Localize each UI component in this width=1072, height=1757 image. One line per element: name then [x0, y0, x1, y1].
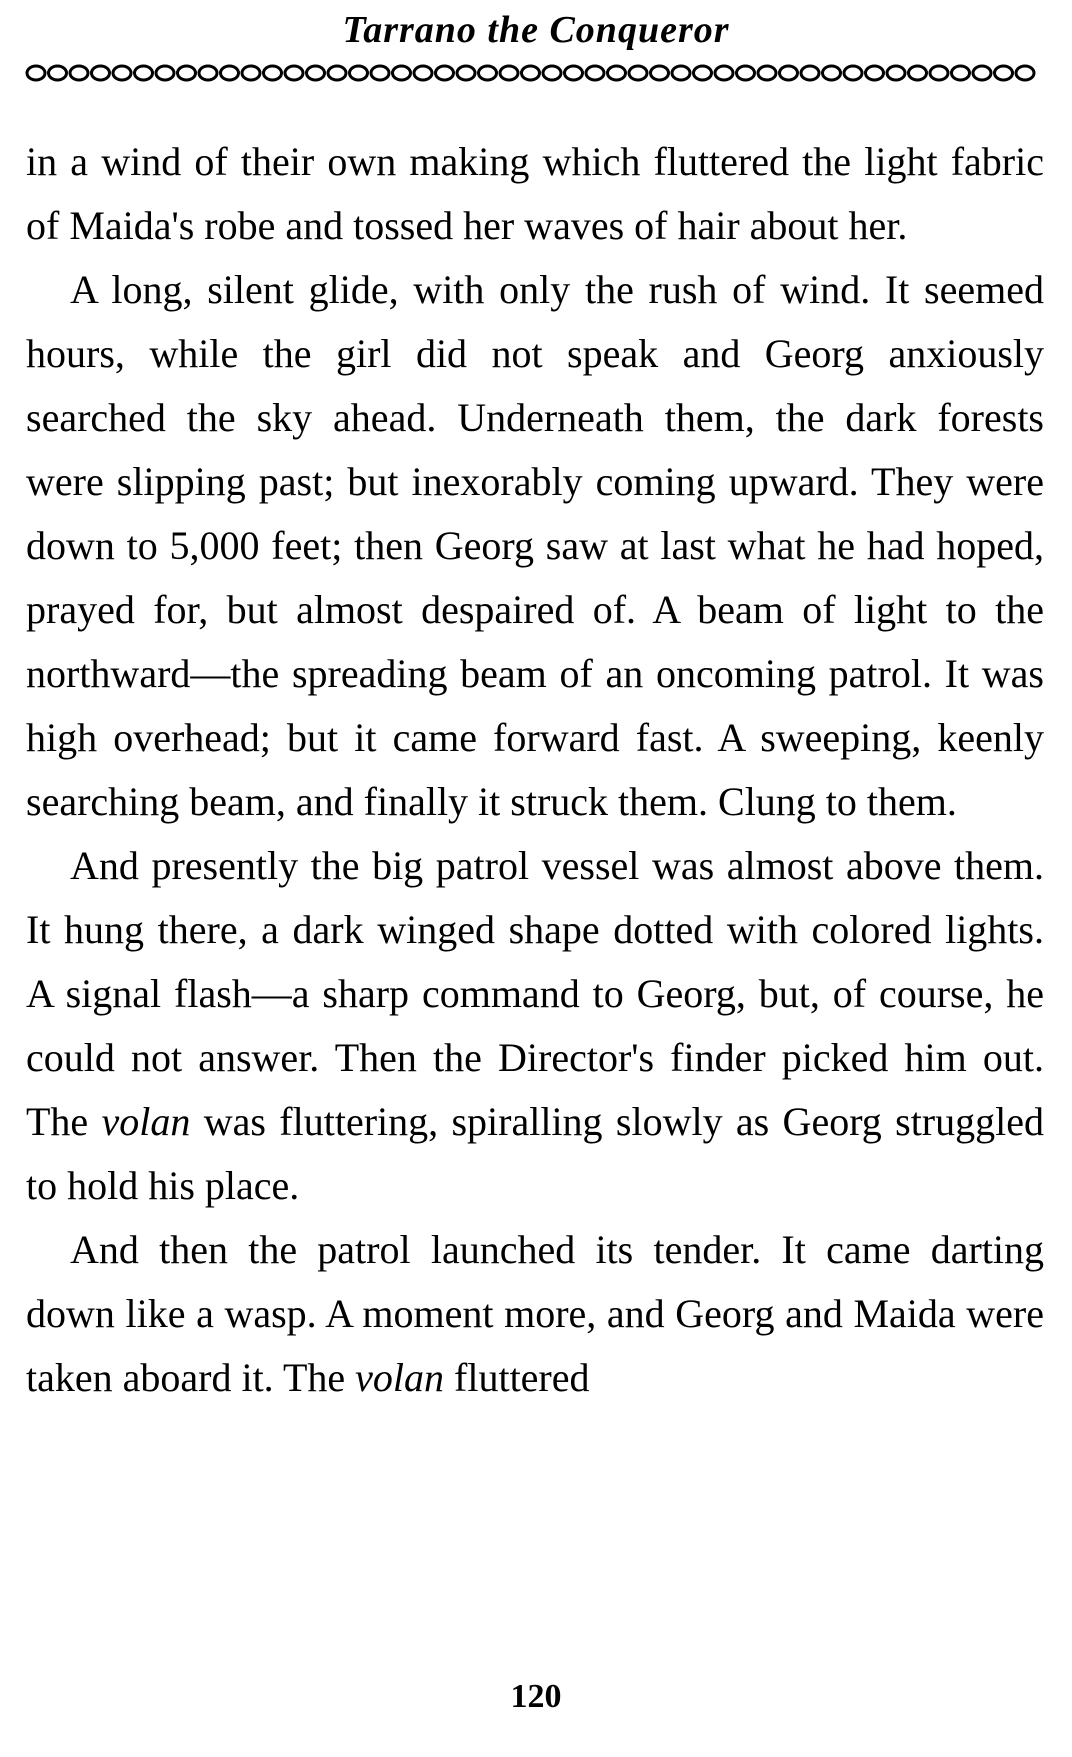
chain-link: [629, 66, 647, 80]
chain-link: [135, 66, 153, 80]
chain-link: [479, 66, 497, 80]
chain-link: [715, 66, 733, 80]
chain-link: [608, 66, 626, 80]
chain-link: [758, 66, 776, 80]
chain-link: [952, 66, 970, 80]
chain-link: [92, 66, 110, 80]
paragraph-text: was fluttering, spiralling slowly as Georg struggled to hold his place.: [26, 1099, 1044, 1208]
chain-link: [178, 66, 196, 80]
paragraph-text: And presently the big patrol vessel was almost above them. It hung there, a dark winged shape dotted with colored lights. A signal flash—a sharp command to Georg, but, of course, he could not answer. Then the Director's finder picked him out. The: [26, 843, 1044, 1144]
chain-link: [887, 66, 905, 80]
chain-link: [565, 66, 583, 80]
chain-link: [522, 66, 540, 80]
chain-link: [543, 66, 561, 80]
chain-link: [264, 66, 282, 80]
chain-link: [70, 66, 88, 80]
chain-link: [737, 66, 755, 80]
paragraph-text: And then the patrol launched its tender. It came darting down like a wasp. A moment more, and Georg and Maida were taken aboard it. The: [26, 1227, 1044, 1400]
chain-link: [328, 66, 346, 80]
paragraph: [26, 1218, 1044, 1410]
chain-link: [113, 66, 131, 80]
chain-link: [371, 66, 389, 80]
chain-link: [242, 66, 260, 80]
chain-link: [801, 66, 819, 80]
chain-link: [393, 66, 411, 80]
chain-link: [350, 66, 368, 80]
paragraph-text: fluttered: [444, 1355, 590, 1400]
chain-link: [307, 66, 325, 80]
chain-link: [457, 66, 475, 80]
chain-link: [414, 66, 432, 80]
paragraph: in a wind of their own making which fluttered the light fabric of Maida's robe and tossed her waves of hair about her.: [26, 139, 1044, 248]
chain-link: [973, 66, 991, 80]
chain-link: [995, 66, 1013, 80]
body-text: [26, 130, 1044, 1410]
chain-link: [586, 66, 604, 80]
chain-link: [909, 66, 927, 80]
chain-link: [500, 66, 518, 80]
chain-link: [844, 66, 862, 80]
paragraph: [26, 834, 1044, 1218]
chain-link: [823, 66, 841, 80]
chain-link: [651, 66, 669, 80]
page-number: 120: [510, 1678, 562, 1715]
chain-link: [285, 66, 303, 80]
chain-link: [1016, 66, 1034, 80]
chain-link: [672, 66, 690, 80]
italic-term: volan: [355, 1355, 445, 1400]
chain-link: [436, 66, 454, 80]
chain-link: [780, 66, 798, 80]
chain-link: [221, 66, 239, 80]
chain-link: [866, 66, 884, 80]
chain-link: [49, 66, 67, 80]
chain-link: [27, 66, 45, 80]
chain-link: [694, 66, 712, 80]
paragraph: A long, silent glide, with only the rush of wind. It seemed hours, while the girl did not speak and Georg anxiously searched the sky ahead. Underneath them, the dark forests were slipping past; but inexorably coming upward. They were down to 5,000 feet; then Georg saw at last what he had hoped, prayed for, but almost despaired of. A beam of light to the northward—the spreading beam of an oncoming patrol. It was high overhead; but it came forward fast. A sweeping, keenly searching beam, and finally it struck them. Clung to them.: [26, 267, 1044, 824]
chain-link: [156, 66, 174, 80]
chain-link: [199, 66, 217, 80]
chain-ornament-divider: [24, 62, 1040, 84]
italic-term: volan: [101, 1099, 191, 1144]
running-title: Tarrano the Conqueror: [342, 9, 730, 51]
chain-link: [930, 66, 948, 80]
